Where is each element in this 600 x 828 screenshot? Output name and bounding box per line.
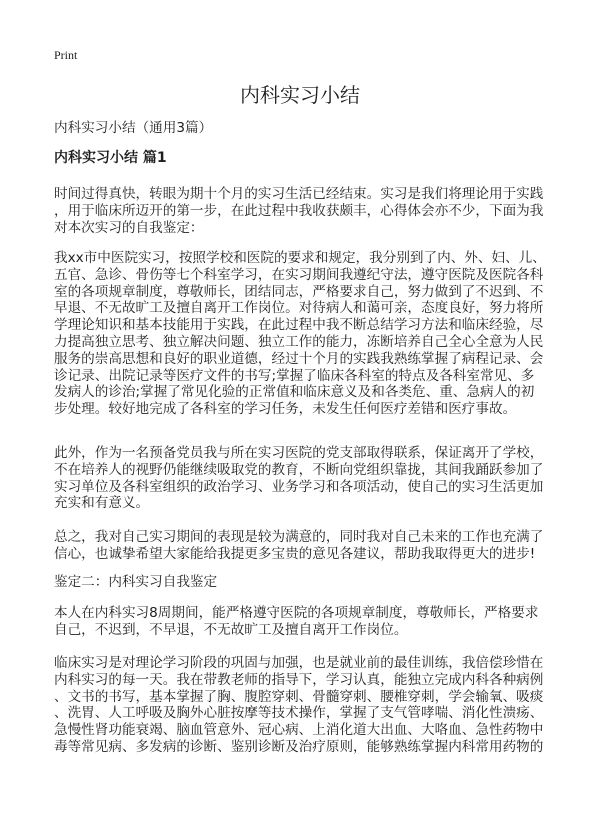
section-heading-2 [54,574,217,591]
text-line: 充实和有意义。 [54,495,150,512]
text-line: 发病人的诊治;掌握了常见化验的正常值和临床意义及和各类危、重、急病人的初 [54,384,535,401]
text-line: 急慢性肾功能衰竭、脑血管意外、冠心病、上消化道大出血、大咯血、急性药物中 [54,722,544,739]
text-line: 我xx市中医院实习，按照学校和医院的要求和规定，我分别到了内、外、妇、儿、 [54,250,546,266]
section-heading: 内科实习小结 篇1 [54,150,167,166]
paragraph [54,605,538,639]
text-line: ，用于临床所迈开的第一步，在此过程中我收获颇丰，心得体会亦不少，下面为我 [54,202,544,219]
text-line: 学理论知识和基本技能用于实践，在此过程中我不断总结学习方法和临床经验，尽 [54,317,544,334]
text-line: 时间过得真快，转眼为期十个月的实习生活已经结束。实习是我们将理论用于实践 [54,186,544,202]
document-subtitle: 内科实习小结（通用3篇） [54,120,213,136]
text-line: 信心，也诚挚希望大家能给我提更多宝贵的意见各建议，帮助我取得更大的进步! [54,545,536,562]
paragraph [54,445,543,512]
text-line: 诊记录、出院记录等医疗文件的书写;掌握了临床各科室的特点及各科室常见、多 [54,367,535,384]
text-line: 服务的崇高思想和良好的职业道德，经过十个月的实践我熟练掌握了病程记录、会 [54,350,544,367]
text-line: 早退、不无故旷工及擅自离开工作岗位。对待病人和蔼可亲，态度良好，努力将所 [54,300,544,317]
text-line: 内科实习的每一天。我在带教老师的指导下，学习认真，能独立完成内科各种病例 [54,671,544,688]
text-line: 总之，我对自己实习期间的表现是较为满意的，同时我对自己未来的工作也充满了 [54,529,544,545]
text-line: 鉴定二：内科实习自我鉴定 [54,574,218,590]
text-line: 毒等常见病、多发病的诊断、鉴别诊断及治疗原则，能够熟练掌握内科常用药物的 [54,738,544,755]
paragraph [54,529,543,563]
paragraph [54,250,546,418]
text-line: 本人在内科实习8周期间，能严格遵守医院的各项规章制度，尊敬师长，严格要求 [54,605,539,621]
document-title: 内科实习小结 [240,83,360,107]
paragraph [54,186,543,236]
text-line: 对本次实习的自我鉴定： [54,219,204,236]
text-line: 步处理。较好地完成了各科室的学习任务，未发生任何医疗差错和医疗事故。 [54,401,517,418]
text-line: 此外，作为一名预备党员我与所在实习医院的党支部取得联系，保证离开了学校， [54,445,544,461]
text-line: 五官、急诊、骨伤等七个科室学习，在实习期间我遵纪守法，遵守医院及医院各科 [54,266,544,283]
text-line: 室的各项规章制度，尊敬师长，团结同志，严格要求自己，努力做到了不迟到、不 [54,283,544,300]
text-line: 、洗胃、人工呼吸及胸外心脏按摩等技术操作，掌握了支气管哮喘、消化性溃疡、 [54,705,544,722]
paragraph [54,655,543,756]
print-label[interactable]: Print [54,48,78,62]
text-line: 实习单位及各科室组织的政治学习、业务学习和各项活动，使自己的实习生活更加 [54,478,544,495]
text-line: 力提高独立思考、独立解决问题、独立工作的能力，冻断培养自己全心全意为人民 [54,333,544,350]
text-line: 自己，不迟到，不早退，不无故旷工及擅自离开工作岗位。 [54,621,408,638]
text-line: 不在培养人的视野仍能继续吸取党的教育，不断向党组织靠拢，其间我踊跃参加了 [54,461,544,478]
text-line: 临床实习是对理论学习阶段的巩固与加强，也是就业前的最佳训练，我倍偿珍惜在 [54,655,544,671]
text-line: 、文书的书写，基本掌握了胸、腹腔穿刺、骨髓穿刺、腰椎穿刺，学会输氧、吸痰 [54,688,544,705]
